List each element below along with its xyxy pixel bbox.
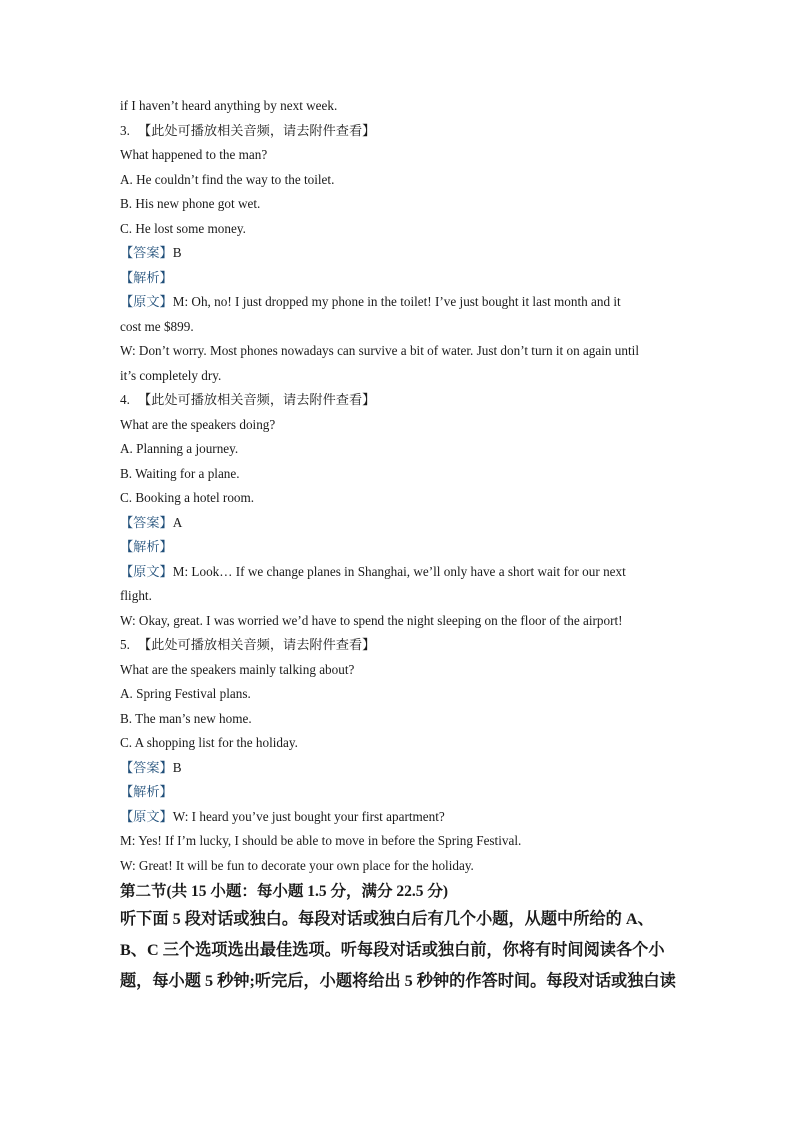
question-audio-line xyxy=(120,388,680,413)
source-tag: 【原文】 xyxy=(120,294,173,309)
option-c: C. Booking a hotel room. xyxy=(120,490,255,505)
audio-note: 【此处可播放相关音频，请去附件查看】 xyxy=(138,637,376,652)
option-a: A. Spring Festival plans. xyxy=(120,686,251,701)
question-number: 3. xyxy=(120,122,130,138)
option-b: B. His new phone got wet. xyxy=(120,196,261,211)
transcript-line: flight. xyxy=(120,588,152,603)
transcript-line: W: Okay, great. I was worried we’d have to spend the night sleeping on the floor of the airport! xyxy=(120,612,623,628)
answer-line xyxy=(120,241,680,266)
option-a: A. Planning a journey. xyxy=(120,441,239,456)
transcript-line: M: Yes! If I’m lucky, I should be able to move in before the Spring Festival. xyxy=(120,833,522,848)
question-number: 4. xyxy=(120,392,130,407)
transcript-text: W: I heard you’ve just bought your first apartment? xyxy=(172,808,445,824)
answer-value: B xyxy=(172,759,182,775)
answer-line xyxy=(120,756,680,781)
option-a: A. He couldn’t find the way to the toilet. xyxy=(120,171,335,187)
instruction-line: 题，每小题 5 秒钟;听完后，小题将给出 5 秒钟的作答时间。每段对话或独白读 xyxy=(120,972,676,990)
answer-value: A xyxy=(172,514,183,530)
analysis-tag: 【解析】 xyxy=(120,539,173,554)
option-c: C. A shopping list for the holiday. xyxy=(120,735,298,750)
question-number: 5. xyxy=(120,637,130,652)
transcript-line: it’s completely dry. xyxy=(120,367,222,383)
instruction-line: 听下面 5 段对话或独白。每段对话或独白后有几个小题，从题中所给的 A、 xyxy=(120,910,654,928)
source-tag: 【原文】 xyxy=(120,808,173,824)
source-tag: 【原文】 xyxy=(120,563,173,579)
answer-tag: 【答案】 xyxy=(120,514,173,530)
question-audio-line xyxy=(120,119,680,144)
analysis-tag: 【解析】 xyxy=(120,269,173,285)
option-b: B. The man’s new home. xyxy=(120,710,252,726)
answer-tag: 【答案】 xyxy=(120,759,173,775)
document-page xyxy=(120,94,680,997)
question-text: What happened to the man? xyxy=(120,147,268,162)
audio-note: 【此处可播放相关音频，请去附件查看】 xyxy=(138,122,376,138)
text-line: if I haven’t heard anything by next week. xyxy=(120,98,338,113)
instruction-line: B、C 三个选项选出最佳选项。听每段对话或独白前，你将有时间阅读各个小 xyxy=(120,941,665,959)
analysis-tag: 【解析】 xyxy=(120,784,173,799)
option-b: B. Waiting for a plane. xyxy=(120,465,240,481)
question-block-3 xyxy=(120,119,680,389)
question-audio-line xyxy=(120,633,680,658)
question-text: What are the speakers mainly talking about? xyxy=(120,661,355,677)
transcript-line xyxy=(120,290,680,315)
transcript-line: W: Don’t worry. Most phones nowadays can survive a bit of water. Just don’t turn it on again until xyxy=(120,343,639,358)
transcript-text: M: Oh, no! I just dropped my phone in the toilet! I’ve just bought it last month and it xyxy=(172,294,621,309)
answer-value: B xyxy=(172,245,182,260)
question-block-4 xyxy=(120,388,680,633)
transcript-line xyxy=(120,560,680,585)
option-c: C. He lost some money. xyxy=(120,220,246,236)
transcript-line: cost me $899. xyxy=(120,318,194,334)
question-text: What are the speakers doing? xyxy=(120,416,276,432)
audio-note: 【此处可播放相关音频，请去附件查看】 xyxy=(138,392,376,407)
section-heading: 第二节(共 15 小题：每小题 1.5 分，满分 22.5 分) xyxy=(120,883,449,900)
answer-tag: 【答案】 xyxy=(120,245,173,260)
transcript-line: W: Great! It will be fun to decorate your own place for the holiday. xyxy=(120,857,474,873)
transcript-text: M: Look… If we change planes in Shanghai, we’ll only have a short wait for our next xyxy=(172,563,626,579)
transcript-line xyxy=(120,805,680,830)
question-block-5 xyxy=(120,633,680,878)
answer-line xyxy=(120,511,680,536)
